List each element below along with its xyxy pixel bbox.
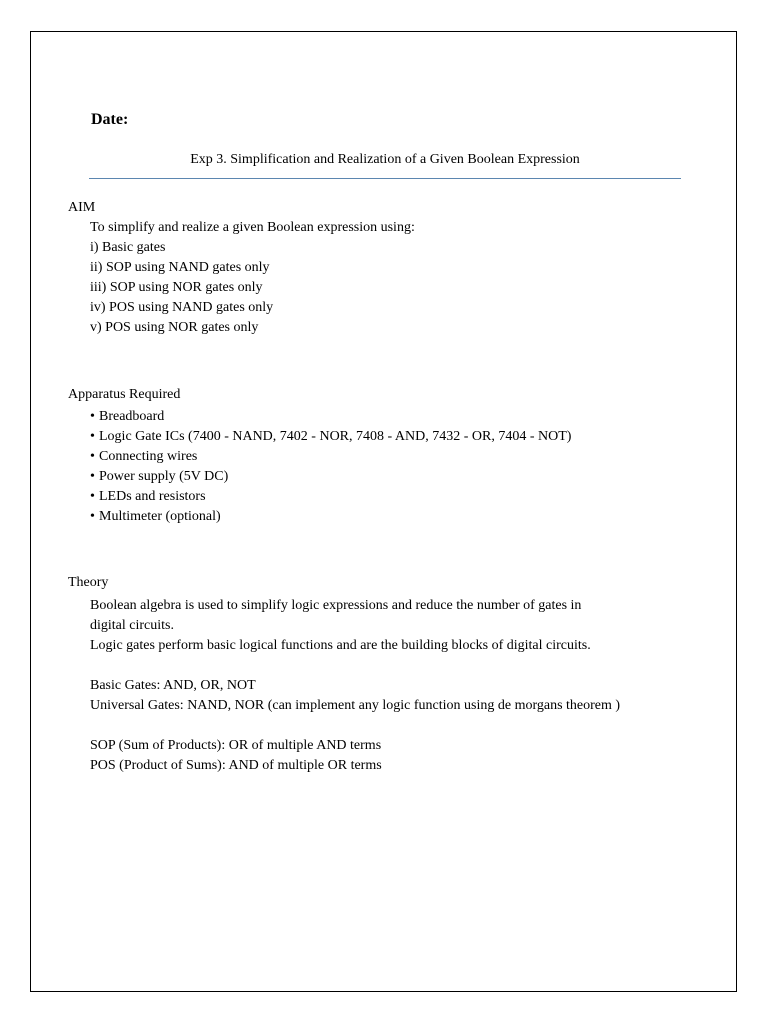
aim-heading: AIM xyxy=(68,200,96,215)
theory-heading: Theory xyxy=(68,575,109,590)
apparatus-item: • Logic Gate ICs (7400 - NAND, 7402 - NOR, 7408 - AND, 7432 - OR, 7404 - NOT) xyxy=(90,427,571,447)
theory-gates-line: Basic Gates: AND, OR, NOT xyxy=(90,678,256,693)
aim-section xyxy=(90,218,415,338)
apparatus-list xyxy=(90,407,571,527)
aim-intro: To simplify and realize a given Boolean expression using: xyxy=(90,220,415,235)
theory-line: digital circuits. xyxy=(90,618,174,633)
aim-item: iii) SOP using NOR gates only xyxy=(90,280,263,295)
theory-form-line: POS (Product of Sums): AND of multiple OR terms xyxy=(90,758,382,773)
theory-gates-line: Universal Gates: NAND, NOR (can implement any logic function using de morgans theorem ) xyxy=(90,698,621,713)
theory-section xyxy=(90,596,620,776)
apparatus-item: • Power supply (5V DC) xyxy=(90,467,571,487)
apparatus-item: • Breadboard xyxy=(90,407,571,427)
apparatus-heading: Apparatus Required xyxy=(68,387,181,402)
document-page xyxy=(30,31,737,992)
experiment-title: Exp 3. Simplification and Realization of a Given Boolean Expression xyxy=(190,152,580,167)
theory-line: Logic gates perform basic logical functions and are the building blocks of digital circuits. xyxy=(90,638,591,653)
apparatus-item: • Connecting wires xyxy=(90,447,571,467)
spacer xyxy=(90,656,620,676)
apparatus-item: • LEDs and resistors xyxy=(90,487,571,507)
title-divider xyxy=(89,178,681,179)
spacer xyxy=(90,716,620,736)
apparatus-item: • Multimeter (optional) xyxy=(90,507,571,527)
theory-form-line: SOP (Sum of Products): OR of multiple AND terms xyxy=(90,738,382,753)
aim-item: i) Basic gates xyxy=(90,240,166,255)
aim-item: iv) POS using NAND gates only xyxy=(90,300,274,315)
aim-item: ii) SOP using NAND gates only xyxy=(90,260,270,275)
theory-line: Boolean algebra is used to simplify logic expressions and reduce the number of gates in xyxy=(90,598,582,613)
date-label: Date: xyxy=(91,111,129,128)
aim-item: v) POS using NOR gates only xyxy=(90,320,259,335)
